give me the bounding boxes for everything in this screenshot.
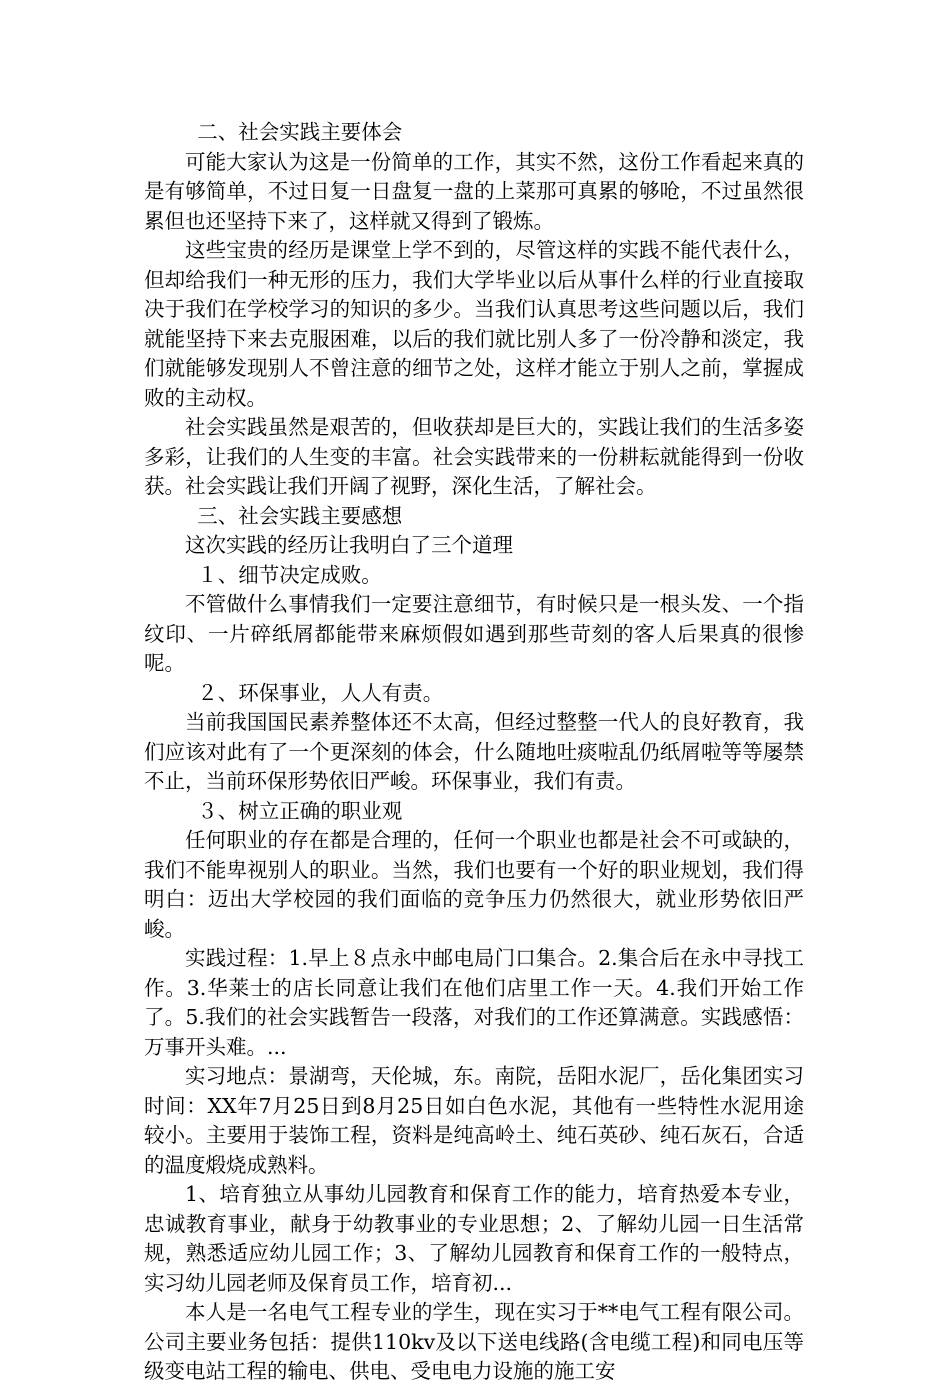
paragraph-10: 任何职业的存在都是合理的，任何一个职业也都是社会不可或缺的，我们不能卑视别人的职业。当然，我们也要有一个好的职业规划，我们得明白：迈出大学校园的我们面临的竞争压力仍然很大，就业形势依旧严峻。 <box>144 828 804 941</box>
document-page <box>144 118 804 1387</box>
list-item-3: ３、树立正确的职业观 <box>197 798 403 823</box>
paragraph-14: 本人是一名电气工程专业的学生，现在实习于**电气工程有限公司。公司主要业务包括：提供110kv及以下送电线路(含电缆工程)和同电压等级变电站工程的输电、供电、受电电力设施的施工安 <box>144 1300 804 1383</box>
paragraph-3: 社会实践虽然是艰苦的，但收获却是巨大的，实践让我们的生活多姿多彩，让我们的人生变的丰富。社会实践带来的一份耕耘就能得到一份收获。社会实践让我们开阔了视野，深化生活，了解社会。 <box>144 415 804 498</box>
paragraph-2: 这些宝贵的经历是课堂上学不到的，尽管这样的实践不能代表什么，但却给我们一种无形的压力，我们大学毕业以后从事什么样的行业直接取决于我们在学校学习的知识的多少。当我们认真思考这些问题以后，我们就能坚持下来去克服困难，以后的我们就比别人多了一份冷静和淡定，我们就能够发现别人不曾注意的细节之处，这样才能立于别人之前，掌握成败的主动权。 <box>144 238 804 410</box>
paragraph-8: 当前我国国民素养整体还不太高，但经过整整一代人的良好教育，我们应该对此有了一个更深刻的体会，什么随地吐痰啦乱仍纸屑啦等等屡禁不止，当前环保形势依旧严峻。环保事业，我们有责。 <box>144 710 804 793</box>
paragraph-12: 实习地点：景湖弯，天伦城，东。南院，岳阳水泥厂，岳化集团实习时间：XX年7月25日到8月25日如白色水泥，其他有一些特性水泥用途较小。主要用于装饰工程，资料是纯高岭土、纯石英砂、纯石灰石，合适的温度煅烧成熟料。 <box>144 1064 804 1177</box>
section-heading-2: 二、社会实践主要体会 <box>197 120 403 144</box>
paragraph-11: 实践过程：1.早上８点永中邮电局门口集合。2.集合后在永中寻找工作。3.华莱士的店长同意让我们在他们店里工作一天。4.我们开始工作了。5.我们的社会实践暂告一段落，对我们的工作还算满意。实践感悟：万事开头难。... <box>144 946 804 1059</box>
section-heading-3: 三、社会实践主要感想 <box>197 503 403 528</box>
list-item-1: １、细节决定成败。 <box>197 562 382 587</box>
paragraph-13: 1、培育独立从事幼儿园教育和保育工作的能力，培育热爱本专业，忠诚教育事业，献身于幼教事业的专业思想；2、了解幼儿园一日生活常规，熟悉适应幼儿园工作；3、了解幼儿园教育和保育工作的一般特点，实习幼儿园老师及保育员工作，培育初... <box>144 1182 804 1295</box>
paragraph-1: 可能大家认为这是一份简单的工作，其实不然，这份工作看起来真的是有够简单，不过日复一日盘复一盘的上菜那可真累的够呛，不过虽然很累但也还坚持下来了，这样就又得到了锻炼。 <box>144 149 804 233</box>
paragraph-6: 不管做什么事情我们一定要注意细节，有时候只是一根头发、一个指纹印、一片碎纸屑都能带来麻烦假如遇到那些苛刻的客人后果真的很惨呢。 <box>144 592 804 675</box>
list-item-2: ２、环保事业，人人有责。 <box>197 680 444 705</box>
paragraph-4: 这次实践的经历让我明白了三个道理 <box>185 533 513 557</box>
